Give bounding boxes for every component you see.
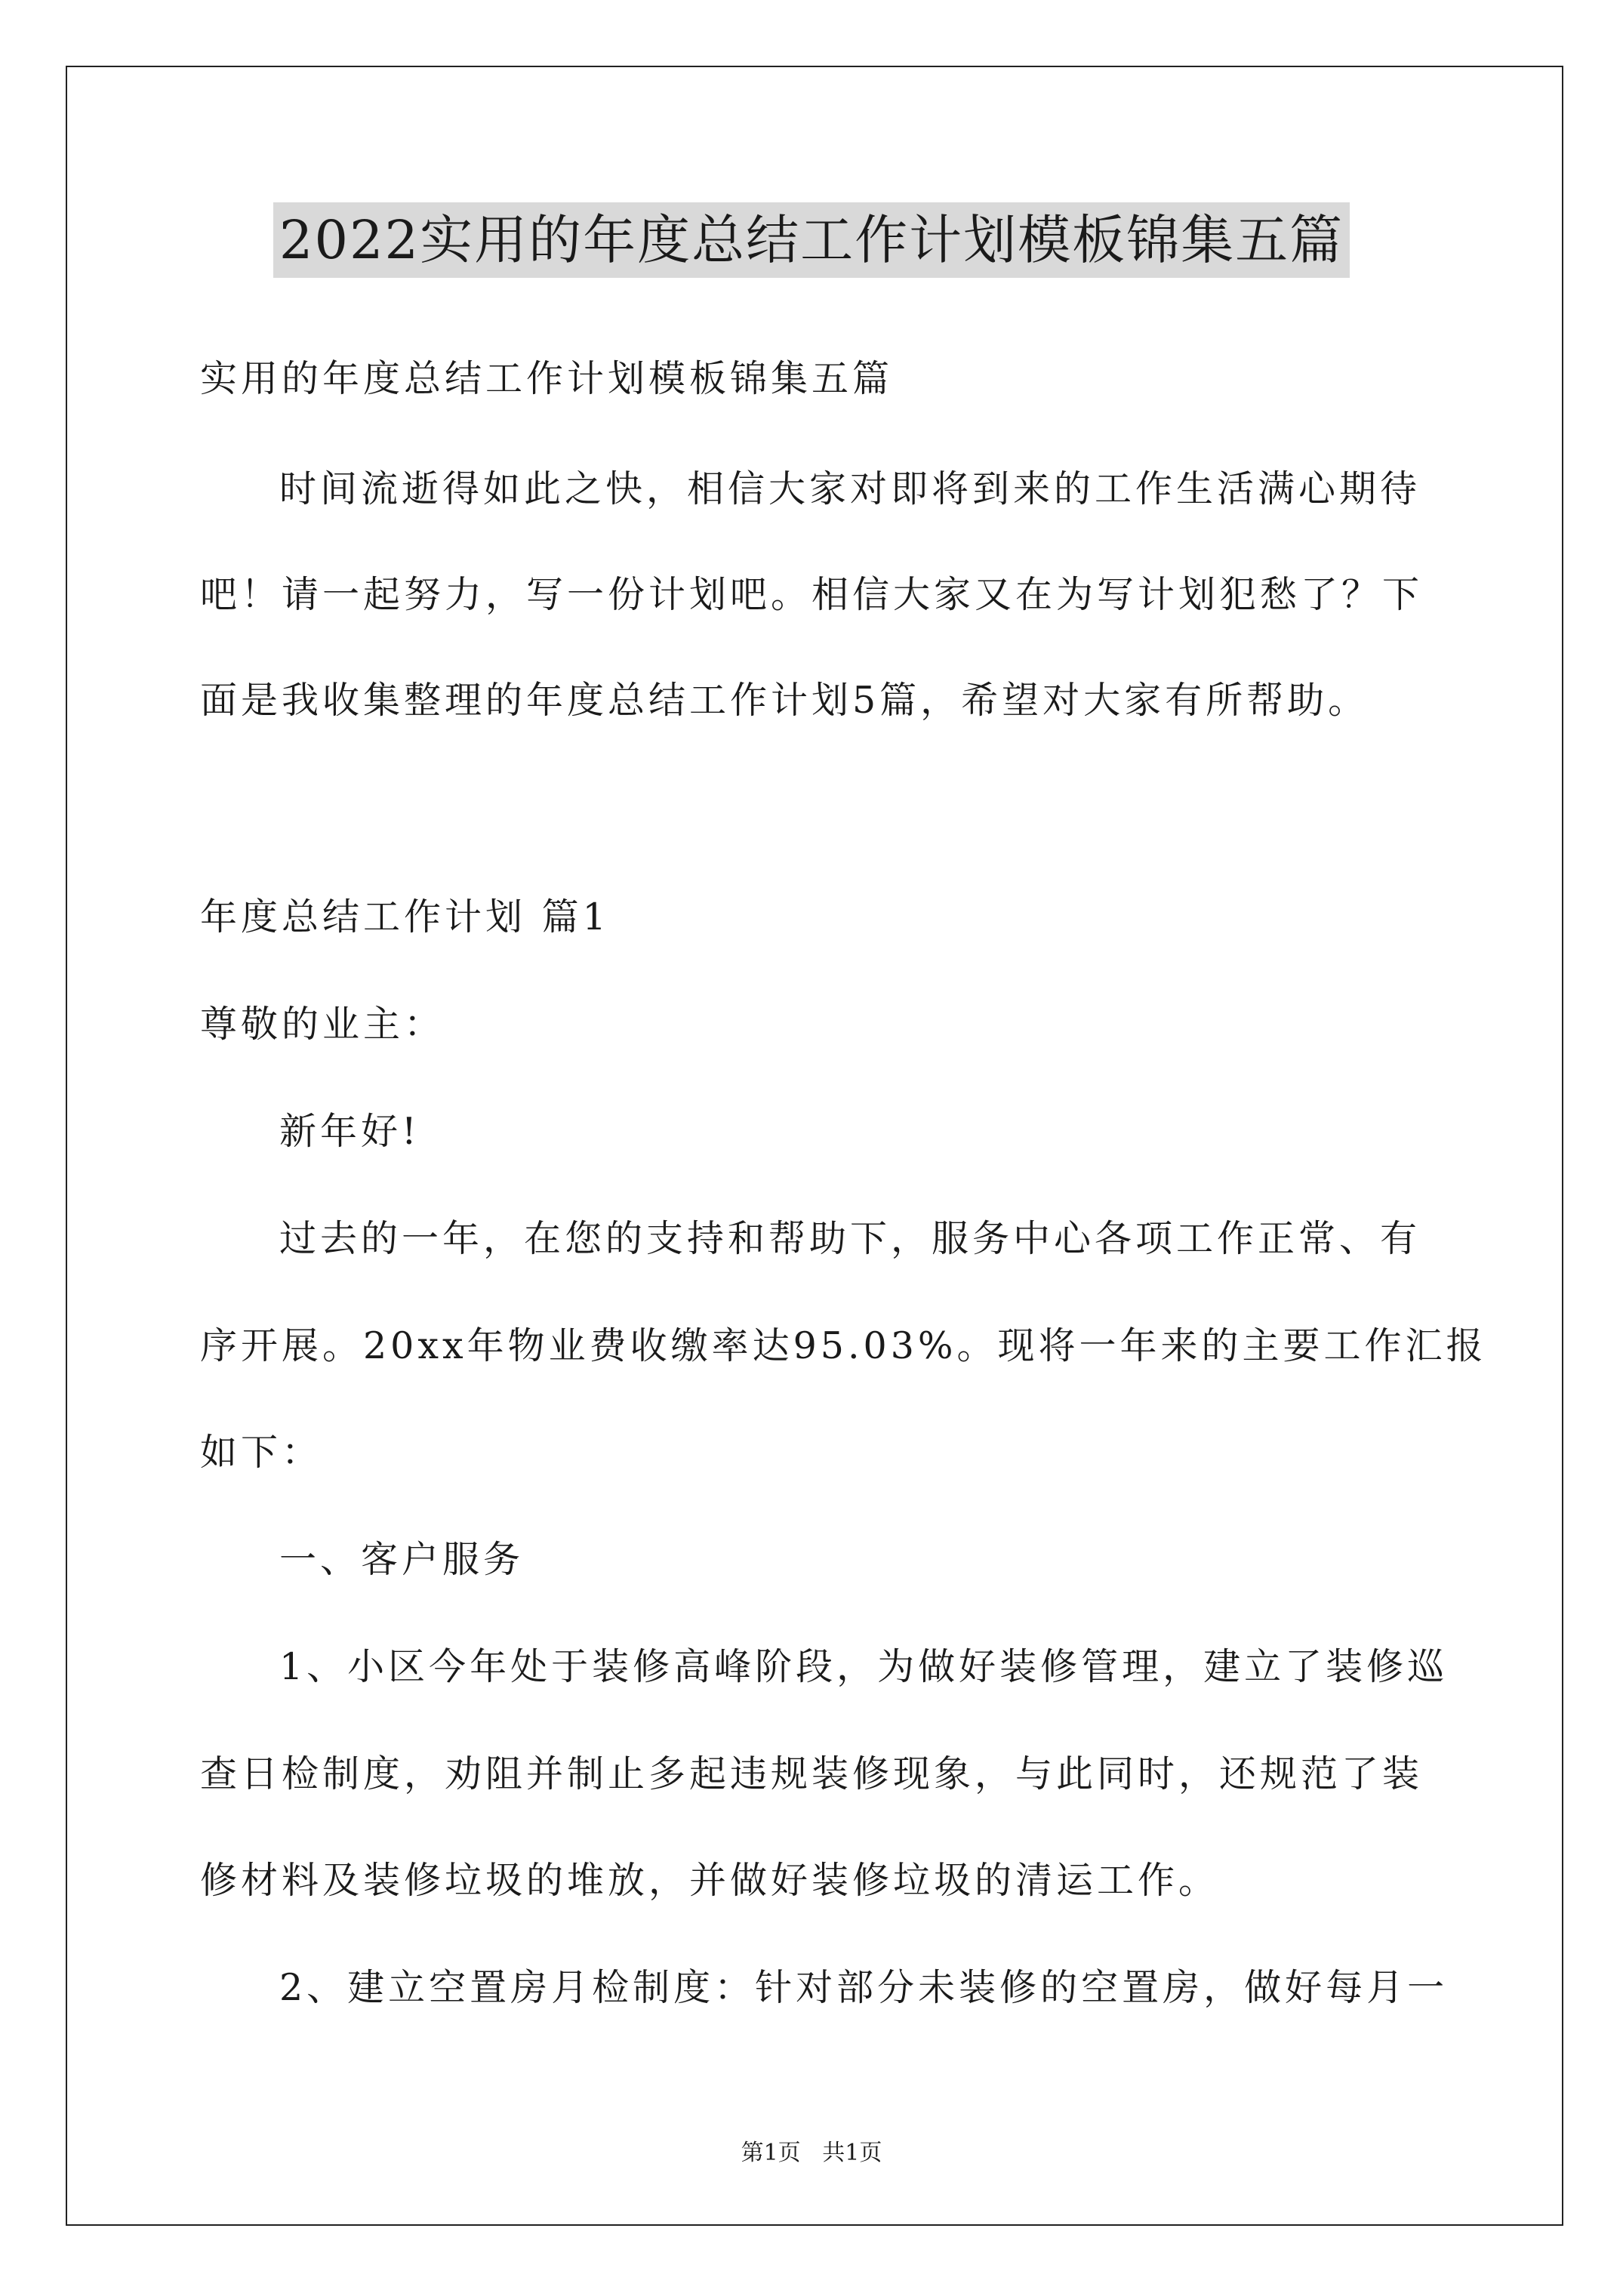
body-line: 查日检制度，劝阻并制止多起违规装修现象，与此同时，还规范了装	[200, 1752, 1424, 1795]
body-line: 1、小区今年处于装修高峰阶段，为做好装修管理，建立了装修巡	[279, 1645, 1449, 1688]
body-line: 过去的一年，在您的支持和帮助下，服务中心各项工作正常、有	[279, 1217, 1421, 1260]
salutation: 尊敬的业主：	[200, 1003, 445, 1046]
intro-line: 时间流逝得如此之快，相信大家对即将到来的工作生活满心期待	[279, 467, 1421, 510]
title-area	[0, 202, 1623, 278]
body-line: 2、建立空置房月检制度：针对部分未装修的空置房，做好每月一	[279, 1966, 1449, 2009]
list-heading: 一、客户服务	[279, 1538, 525, 1581]
section-heading: 年度总结工作计划 篇1	[200, 895, 610, 938]
body-line: 如下：	[200, 1431, 323, 1474]
intro-line: 吧！请一起努力，写一份计划吧。相信大家又在为写计划犯愁了？下	[200, 573, 1424, 616]
intro-line: 面是我收集整理的年度总结工作计划5篇，希望对大家有所帮助。	[200, 679, 1369, 722]
page-number: 第1页 共1页	[741, 2140, 882, 2166]
subtitle: 实用的年度总结工作计划模板锦集五篇	[200, 357, 894, 400]
document-title: 2022实用的年度总结工作计划模板锦集五篇	[273, 202, 1350, 278]
body-line: 序开展。20xx年物业费收缴率达95.03%。现将一年来的主要工作汇报	[200, 1324, 1487, 1367]
greeting: 新年好!	[279, 1110, 420, 1153]
body-line: 修材料及装修垃圾的堆放，并做好装修垃圾的清运工作。	[200, 1859, 1220, 1902]
